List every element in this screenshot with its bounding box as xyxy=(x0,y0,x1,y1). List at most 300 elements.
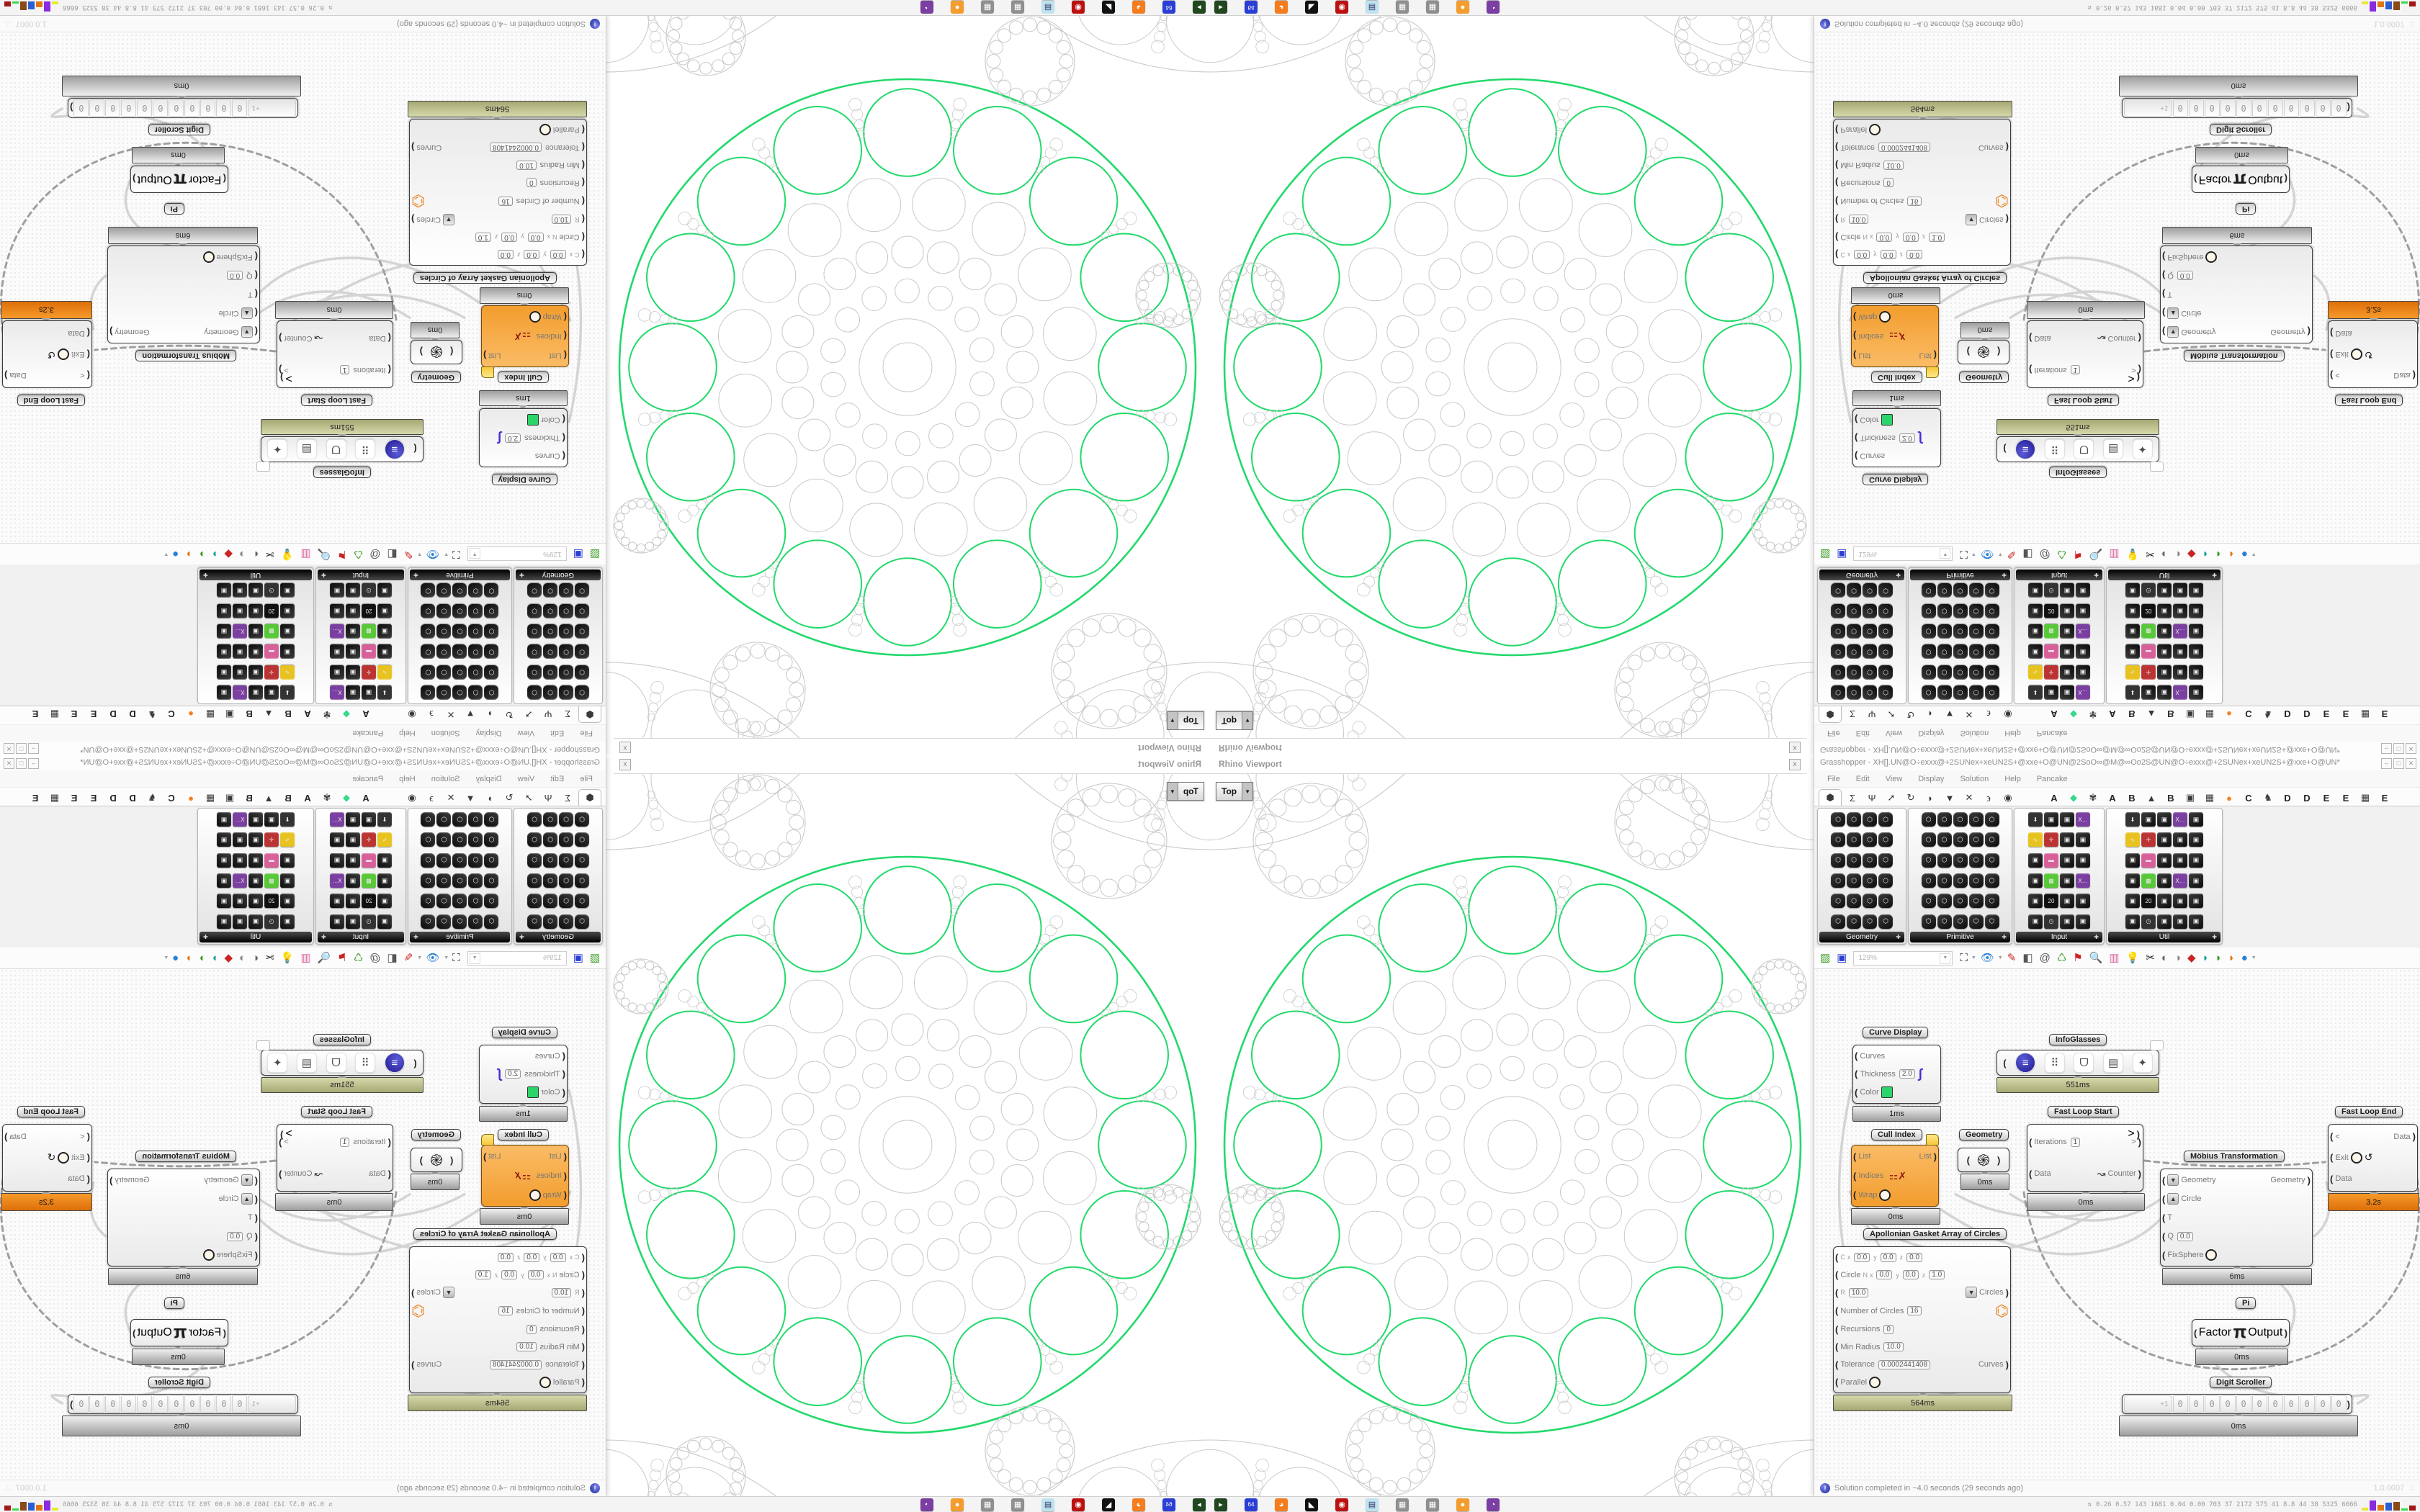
open-file-icon[interactable]: ▨ xyxy=(589,952,600,964)
component-icon[interactable]: ⬡ xyxy=(1937,894,1952,908)
tab-plugin-e2[interactable]: E xyxy=(71,708,78,720)
component-icon[interactable]: ⬇ xyxy=(377,812,392,827)
component-icon[interactable]: ▣ xyxy=(2076,644,2090,659)
menu-item-help[interactable]: Help xyxy=(399,774,416,783)
component-icon[interactable]: ⬡ xyxy=(1985,914,1999,929)
tab-vector[interactable]: ➚ xyxy=(1887,709,1896,720)
component-icon[interactable]: ◷ xyxy=(2141,583,2156,598)
tab-plugin-mountain[interactable]: ▲ xyxy=(264,792,274,804)
component-icon[interactable]: ▣ xyxy=(346,914,360,929)
component-icon[interactable]: ⬡ xyxy=(1847,665,1861,680)
chevron-down-icon[interactable]: ▼ xyxy=(1940,549,1950,559)
tab-plugin-bird[interactable]: ♞ xyxy=(148,709,156,720)
component-icon[interactable]: ⬡ xyxy=(453,685,467,700)
component-icon[interactable]: X… xyxy=(233,685,247,700)
component-label-infoglasses[interactable]: InfoGlasses xyxy=(2049,1034,2107,1045)
component-icon[interactable]: ⬡ xyxy=(469,624,483,639)
tab-plugin-e3[interactable]: E xyxy=(2381,792,2388,804)
component-icon[interactable]: ⬡ xyxy=(469,685,483,700)
tab-plugin-b[interactable]: B xyxy=(2128,708,2136,720)
sketch-icon[interactable]: ✎ xyxy=(403,952,413,964)
component-icon[interactable]: ⬇ xyxy=(377,685,392,700)
component-icon[interactable]: ▩ xyxy=(362,624,376,639)
component-icon[interactable]: X… xyxy=(233,812,247,827)
param-value[interactable]: 0.0 xyxy=(524,1253,539,1262)
digit-cell[interactable]: 0 xyxy=(2268,99,2283,117)
component-icon[interactable]: ◷ xyxy=(264,914,279,929)
component-icon[interactable]: ⬡ xyxy=(1969,812,1984,827)
tab-plugin-grid2[interactable]: ▦ xyxy=(50,792,60,803)
component-icon[interactable]: ⬡ xyxy=(453,853,467,868)
component-icon[interactable]: ▣ xyxy=(2189,894,2203,908)
component-icon[interactable]: ▣ xyxy=(2157,853,2172,868)
param-value[interactable]: 0.0 xyxy=(227,271,243,281)
component-icon[interactable]: ⬡ xyxy=(1937,624,1952,639)
component-pi[interactable] xyxy=(130,166,228,193)
component-icon[interactable]: ⬡ xyxy=(1878,644,1893,659)
digit-cell[interactable]: 0 xyxy=(2252,1395,2267,1413)
save-icon[interactable]: ▣ xyxy=(1837,548,1847,560)
component-icon[interactable]: ▣ xyxy=(217,812,231,827)
component-icon[interactable]: ▣ xyxy=(346,685,360,700)
component-fast_loop_start[interactable] xyxy=(2027,320,2143,388)
component-icon[interactable]: ⬡ xyxy=(1831,812,1845,827)
save-icon[interactable]: ▣ xyxy=(573,548,583,560)
component-icon[interactable]: ⬡ xyxy=(453,624,467,639)
component-icon[interactable]: ▣ xyxy=(330,644,344,659)
red-app-icon[interactable]: ◉ xyxy=(1335,1,1348,14)
component-label-mobius[interactable]: Möbius Transformation xyxy=(2184,350,2285,361)
component-icon[interactable]: ▬ xyxy=(2141,644,2156,659)
component-icon[interactable]: ⬡ xyxy=(1922,812,1936,827)
component-label-fast_loop_end[interactable]: Fast Loop End xyxy=(2335,1106,2403,1117)
param-value[interactable]: 0 xyxy=(526,1325,537,1334)
component-icon[interactable]: X… xyxy=(2173,873,2187,888)
component-icon[interactable]: ⬡ xyxy=(575,644,589,659)
digit-cell[interactable]: 0 xyxy=(200,99,215,117)
color-swatch[interactable] xyxy=(1881,1086,1893,1098)
tab-plugin-flower[interactable]: ✾ xyxy=(323,792,331,803)
component-icon[interactable]: ⬡ xyxy=(1969,583,1984,598)
component-icon[interactable]: ⬡ xyxy=(469,604,483,618)
component-icon[interactable]: ▣ xyxy=(280,604,295,618)
component-icon[interactable]: ⬡ xyxy=(1953,894,1968,908)
digit-cell[interactable]: 0 xyxy=(169,99,184,117)
red-app-icon[interactable]: ◉ xyxy=(1072,1498,1085,1511)
menu-item-pancake[interactable]: Pancake xyxy=(352,729,384,738)
component-icon[interactable]: ▣ xyxy=(280,624,295,639)
viewport-projection-dropdown[interactable] xyxy=(1167,782,1204,801)
component-icon[interactable]: ▣ xyxy=(2076,583,2090,598)
tab-display[interactable]: ◉ xyxy=(408,709,416,720)
component-icon[interactable]: ▣ xyxy=(2157,873,2172,888)
menu-item-pancake[interactable]: Pancake xyxy=(2036,774,2068,783)
component-icon[interactable]: ▣ xyxy=(217,624,231,639)
component-icon[interactable]: ◷ xyxy=(2044,914,2058,929)
palette-group-label[interactable]: Util ✚ xyxy=(200,570,312,580)
digit-cell[interactable]: 0 xyxy=(121,99,136,117)
component-icon[interactable]: ▣ xyxy=(2076,665,2090,680)
box-icon[interactable]: ▥ xyxy=(300,952,311,964)
floppy-icon[interactable]: 64 xyxy=(1162,1498,1175,1511)
ball-icon[interactable]: ● xyxy=(2241,548,2248,560)
component-icon[interactable]: ✛ xyxy=(2044,665,2058,680)
param-value[interactable]: 0.0 xyxy=(498,250,514,259)
component-icon[interactable]: ⬡ xyxy=(1847,832,1861,847)
tab-intersect[interactable]: ✕ xyxy=(1965,792,1973,803)
component-icon[interactable]: ⬡ xyxy=(1969,832,1984,847)
tab-plugin-e[interactable]: E xyxy=(90,792,97,804)
mouse-teal-icon[interactable]: ◗ xyxy=(211,952,218,964)
component-icon[interactable]: ⬡ xyxy=(421,894,436,908)
component-icon[interactable]: ⬇ xyxy=(2028,685,2043,700)
component-icon[interactable]: ⬡ xyxy=(469,644,483,659)
param-value[interactable]: 0.0 xyxy=(1881,250,1896,259)
component-icon[interactable]: ▣ xyxy=(346,812,360,827)
component-icon[interactable]: ⬡ xyxy=(1863,644,1877,659)
component-icon[interactable]: ⬡ xyxy=(1878,624,1893,639)
component-label-pi[interactable]: Pi xyxy=(2236,1297,2256,1309)
component-icon[interactable]: ⬡ xyxy=(1847,583,1861,598)
tab-plugin-grid2[interactable]: ▦ xyxy=(50,709,60,720)
component-icon[interactable]: ▣ xyxy=(2060,812,2074,827)
component-icon[interactable]: ▬ xyxy=(2044,853,2058,868)
component-geometry_param[interactable] xyxy=(411,340,462,364)
flag-icon[interactable]: ⚑ xyxy=(337,952,347,964)
component-icon[interactable]: ⬡ xyxy=(527,873,542,888)
component-label-apollonian[interactable]: Apollonian Gasket Array of Circles xyxy=(413,1228,557,1240)
param-value[interactable]: 0 xyxy=(1883,1325,1894,1334)
tab-curve[interactable]: ↻ xyxy=(505,792,514,803)
color-swatch[interactable] xyxy=(527,414,539,426)
component-icon[interactable]: 20 xyxy=(2044,604,2058,618)
component-icon[interactable]: 20 xyxy=(362,604,376,618)
digit-cell[interactable]: 0 xyxy=(137,99,152,117)
component-icon[interactable]: ⬡ xyxy=(1878,894,1893,908)
tab-sets[interactable]: Ψ xyxy=(544,792,552,804)
component-icon[interactable]: ⬡ xyxy=(575,873,589,888)
tab-surface[interactable]: ◗ xyxy=(1927,708,1933,720)
component-icon[interactable]: ⬡ xyxy=(1985,832,1999,847)
digit-cell[interactable]: 0 xyxy=(2205,99,2220,117)
component-icon[interactable]: ▣ xyxy=(2189,914,2203,929)
close-icon[interactable]: ✕ xyxy=(4,758,14,769)
component-icon[interactable]: X… xyxy=(330,624,344,639)
component-icon[interactable]: ⬡ xyxy=(1831,685,1845,700)
tab-plugin-a2[interactable]: A xyxy=(2109,708,2116,720)
component-icon[interactable]: ⬡ xyxy=(421,583,436,598)
component-icon[interactable]: ⬡ xyxy=(1969,873,1984,888)
component-fast_loop_end[interactable] xyxy=(2,1124,92,1192)
drawer-icon[interactable]: ▤ xyxy=(297,439,317,459)
tab-params[interactable]: ⬢ xyxy=(578,706,601,723)
component-icon[interactable]: ▣ xyxy=(280,914,295,929)
palette-group-label[interactable]: Primitive ✚ xyxy=(1910,570,2010,580)
floppy-icon[interactable]: 64 xyxy=(1245,1,1258,14)
maximize-icon[interactable]: □ xyxy=(16,743,27,754)
zoom-extents-icon[interactable]: ⛶ xyxy=(1960,548,1968,560)
component-icon[interactable]: ▩ xyxy=(2141,624,2156,639)
component-icon[interactable]: ▣ xyxy=(233,894,247,908)
sphere-icon[interactable]: ≡ xyxy=(2015,1053,2035,1073)
param-value[interactable]: 0.0 xyxy=(1854,1253,1870,1262)
component-label-infoglasses[interactable]: InfoGlasses xyxy=(2049,467,2107,478)
tab-vector[interactable]: ➚ xyxy=(524,709,533,720)
panel-icon[interactable]: ◧ xyxy=(2022,952,2033,964)
param-value[interactable]: 16 xyxy=(499,1306,513,1315)
box-icon[interactable]: ▥ xyxy=(300,548,311,560)
component-icon[interactable]: ⬡ xyxy=(1953,665,1968,680)
param-value[interactable]: 1 xyxy=(340,1138,350,1147)
component-icon[interactable]: ⬇ xyxy=(2125,812,2140,827)
boolean-toggle[interactable] xyxy=(1879,1189,1891,1201)
component-label-mobius[interactable]: Möbius Transformation xyxy=(2184,1151,2285,1162)
goggles-icon[interactable]: ᗜ xyxy=(326,1053,346,1073)
component-icon[interactable]: ⬡ xyxy=(1985,685,1999,700)
component-icon[interactable]: ▣ xyxy=(248,812,263,827)
digit-cell[interactable]: 0 xyxy=(73,99,89,117)
param-value[interactable]: 0.0002441408 xyxy=(1878,143,1930,152)
sphere-icon[interactable]: ≡ xyxy=(385,439,405,459)
component-icon[interactable]: ▣ xyxy=(2028,604,2043,618)
param-value[interactable]: 10.0 xyxy=(516,161,536,170)
param-value[interactable]: 0.0002441408 xyxy=(490,1360,542,1369)
param-value[interactable]: 2.0 xyxy=(505,1069,521,1079)
tab-plugin-a[interactable]: A xyxy=(2051,792,2058,804)
param-value[interactable]: 0.0 xyxy=(550,250,566,259)
bulb-icon[interactable]: 💡 xyxy=(2125,952,2140,964)
component-label-fast_loop_start[interactable]: Fast Loop Start xyxy=(2048,1106,2119,1117)
component-icon[interactable]: ▣ xyxy=(2173,583,2187,598)
boolean-toggle[interactable] xyxy=(2205,1249,2217,1261)
component-apollonian[interactable] xyxy=(409,119,587,266)
component-icon[interactable]: ⬡ xyxy=(1985,665,1999,680)
qr-icon-2[interactable]: ▦ xyxy=(1426,1,1439,14)
digit-cell[interactable]: 0 xyxy=(216,1395,231,1413)
component-icon[interactable]: ▣ xyxy=(233,604,247,618)
menu-item-solution[interactable]: Solution xyxy=(1960,774,1989,783)
color-swatch[interactable] xyxy=(527,1086,539,1098)
component-icon[interactable]: ⬡ xyxy=(437,873,452,888)
param-value[interactable]: 2.0 xyxy=(505,433,521,443)
component-icon[interactable]: ⬡ xyxy=(1831,873,1845,888)
palette-group-label[interactable]: Input ✚ xyxy=(2016,932,2102,942)
boolean-toggle[interactable] xyxy=(58,348,69,360)
component-icon[interactable]: ▣ xyxy=(2173,644,2187,659)
component-icon[interactable]: ⬡ xyxy=(485,832,499,847)
component-icon[interactable]: ⬡ xyxy=(1969,604,1984,618)
component-icon[interactable]: ⬡ xyxy=(559,624,573,639)
component-icon[interactable]: ∿ xyxy=(280,665,295,680)
component-icon[interactable]: ∿ xyxy=(2125,665,2140,680)
sketch-icon[interactable]: ✎ xyxy=(403,548,413,560)
wire-display-icon[interactable]: ◑ xyxy=(239,548,246,560)
tab-plugin-d[interactable]: D xyxy=(129,708,136,720)
preview-icon[interactable]: 👁 xyxy=(1980,548,1994,560)
component-icon[interactable]: ▣ xyxy=(346,894,360,908)
digit-cell[interactable]: 0 xyxy=(105,99,120,117)
component-icon[interactable]: ⬡ xyxy=(1922,853,1936,868)
component-label-digit_scroller[interactable]: Digit Scroller xyxy=(148,1377,210,1388)
param-value[interactable]: 0.0 xyxy=(501,1270,517,1279)
tab-plugin-b2[interactable]: B xyxy=(2167,792,2174,804)
boolean-toggle[interactable] xyxy=(1869,124,1881,135)
viewport-projection-dropdown[interactable] xyxy=(1216,711,1253,730)
tab-display[interactable]: ◉ xyxy=(2004,709,2012,720)
component-icon[interactable]: ⬡ xyxy=(1922,604,1936,618)
chevron-down-icon[interactable]: ▼ xyxy=(1242,783,1252,800)
component-icon[interactable]: X… xyxy=(2173,812,2187,827)
digit-cell[interactable]: 0 xyxy=(2300,1395,2315,1413)
param-value[interactable]: 16 xyxy=(499,197,513,206)
component-icon[interactable]: ▣ xyxy=(217,873,231,888)
zoom-level-box[interactable] xyxy=(467,547,567,562)
component-icon[interactable]: ⬡ xyxy=(1847,644,1861,659)
component-icon[interactable]: ▣ xyxy=(217,604,231,618)
component-icon[interactable]: ⬡ xyxy=(1863,685,1877,700)
component-icon[interactable]: ⬡ xyxy=(1922,665,1936,680)
tab-plugin-grid[interactable]: ▦ xyxy=(205,709,215,720)
component-icon[interactable]: ▣ xyxy=(2173,832,2187,847)
disable-icon[interactable]: ✂ xyxy=(265,548,274,560)
component-icon[interactable]: ▣ xyxy=(346,832,360,847)
digit-cell[interactable]: 0 xyxy=(2189,99,2204,117)
tab-plugin-a2[interactable]: A xyxy=(304,792,311,804)
component-icon[interactable]: ▣ xyxy=(377,604,392,618)
component-infoglasses[interactable] xyxy=(1996,436,2159,462)
component-icon[interactable]: ⬡ xyxy=(1937,832,1952,847)
gha-icon[interactable]: ♺ xyxy=(353,952,364,964)
component-icon[interactable]: ⬡ xyxy=(1878,583,1893,598)
grid-icon[interactable]: ⠿ xyxy=(355,439,375,459)
component-icon[interactable]: ⬡ xyxy=(437,914,452,929)
component-icon[interactable]: ⬡ xyxy=(1953,853,1968,868)
floppy-icon[interactable]: 64 xyxy=(1162,1,1175,14)
menu-item-edit[interactable]: Edit xyxy=(550,774,565,783)
component-icon[interactable]: ⬡ xyxy=(485,894,499,908)
component-icon[interactable]: ⬡ xyxy=(485,812,499,827)
component-icon[interactable]: ▣ xyxy=(362,685,376,700)
component-icon[interactable]: ⬡ xyxy=(421,853,436,868)
digit-cell[interactable]: 0 xyxy=(2205,1395,2220,1413)
tab-intersect[interactable]: ✕ xyxy=(1965,709,1973,720)
tab-plugin-b[interactable]: B xyxy=(2128,792,2136,804)
menu-item-pancake[interactable]: Pancake xyxy=(2036,729,2068,738)
component-icon[interactable]: ▣ xyxy=(2125,914,2140,929)
gimp-icon[interactable]: ◔ xyxy=(1487,1,1500,14)
component-icon[interactable]: ⬡ xyxy=(543,644,557,659)
component-icon[interactable]: X… xyxy=(233,624,247,639)
gh-canvas[interactable] xyxy=(0,969,605,1480)
preview-icon[interactable]: 👁 xyxy=(426,548,440,560)
component-icon[interactable]: ⬡ xyxy=(527,894,542,908)
component-icon[interactable]: ▣ xyxy=(280,644,295,659)
component-icon[interactable]: ⬡ xyxy=(1953,583,1968,598)
preview-icon[interactable]: 👁 xyxy=(426,952,440,964)
component-icon[interactable]: ⬡ xyxy=(1878,853,1893,868)
component-icon[interactable]: ▣ xyxy=(2189,624,2203,639)
chevron-down-icon[interactable]: ▼ xyxy=(1242,712,1252,729)
notes-icon[interactable]: ▤ xyxy=(1041,1498,1054,1511)
component-icon[interactable]: ▣ xyxy=(2189,685,2203,700)
component-icon[interactable]: ⬡ xyxy=(421,624,436,639)
component-icon[interactable]: ▣ xyxy=(377,853,392,868)
component-icon[interactable]: ⬡ xyxy=(469,853,483,868)
component-icon[interactable]: ▣ xyxy=(2157,832,2172,847)
tab-plugin-a2[interactable]: A xyxy=(304,708,311,720)
component-icon[interactable]: ▣ xyxy=(2189,604,2203,618)
component-icon[interactable]: ⬇ xyxy=(2125,685,2140,700)
maximize-icon[interactable]: □ xyxy=(2393,758,2404,769)
component-label-geometry_param[interactable]: Geometry xyxy=(1959,372,2009,383)
palette-group-label[interactable]: Primitive ✚ xyxy=(410,932,510,942)
menu-item-view[interactable]: View xyxy=(1885,729,1903,738)
component-icon[interactable]: ▬ xyxy=(264,853,279,868)
digit-cell[interactable]: 0 xyxy=(184,1395,200,1413)
firefox-icon-2[interactable]: ● xyxy=(951,1498,964,1511)
panel-icon[interactable]: ◧ xyxy=(2022,548,2033,560)
component-icon[interactable]: ⬡ xyxy=(421,604,436,618)
simplify-icon[interactable]: ▼ xyxy=(241,326,253,338)
maximize-icon[interactable]: □ xyxy=(2393,743,2404,754)
tab-curve[interactable]: ↻ xyxy=(505,709,514,720)
component-icon[interactable]: ⬡ xyxy=(1847,873,1861,888)
component-icon[interactable]: ⬡ xyxy=(469,832,483,847)
component-icon[interactable]: 20 xyxy=(362,894,376,908)
param-value[interactable]: 0.0 xyxy=(1876,233,1892,242)
component-icon[interactable]: ⬡ xyxy=(575,853,589,868)
goggles-icon[interactable]: ᗜ xyxy=(326,439,346,459)
tab-surface[interactable]: ◗ xyxy=(487,708,493,720)
vector-app-icon[interactable]: ◣ xyxy=(1305,1498,1318,1511)
component-icon[interactable]: X… xyxy=(2173,685,2187,700)
component-icon[interactable]: ∿ xyxy=(2028,832,2043,847)
menu-item-help[interactable]: Help xyxy=(2004,774,2021,783)
component-label-apollonian[interactable]: Apollonian Gasket Array of Circles xyxy=(1863,1228,2007,1240)
digit-cell[interactable]: 0 xyxy=(73,1395,89,1413)
resize-grip[interactable]: ∴ xyxy=(2410,20,2415,28)
mouse-teal-icon[interactable]: ◗ xyxy=(2202,548,2209,560)
tab-sets[interactable]: Ψ xyxy=(1868,792,1876,804)
component-icon[interactable]: ▣ xyxy=(2157,583,2172,598)
component-icon[interactable]: ⬡ xyxy=(1937,644,1952,659)
grasshopper-title-bar[interactable] xyxy=(1814,756,2420,771)
simplify-icon[interactable]: ▲ xyxy=(241,1193,253,1205)
grid-icon[interactable]: ⠿ xyxy=(355,1053,375,1073)
digit-cell[interactable]: 0 xyxy=(2252,99,2267,117)
component-icon[interactable]: ⬇ xyxy=(280,685,295,700)
mouse-orange-icon[interactable]: ◗ xyxy=(185,952,192,964)
tab-plugin-flower[interactable]: ✾ xyxy=(323,709,331,720)
component-icon[interactable]: ▣ xyxy=(217,644,231,659)
component-label-curve_display[interactable]: Curve Display xyxy=(492,474,557,485)
digit-cell[interactable]: 0 xyxy=(2331,99,2347,117)
component-label-cull_index[interactable]: Cull Index xyxy=(1871,1129,1922,1140)
component-icon[interactable]: ⬡ xyxy=(1922,644,1936,659)
component-icon[interactable]: ⬡ xyxy=(469,812,483,827)
component-icon[interactable]: ▣ xyxy=(217,665,231,680)
component-icon[interactable]: ⬡ xyxy=(453,873,467,888)
wire-display-icon[interactable]: ◑ xyxy=(239,952,246,964)
component-icon[interactable]: ▣ xyxy=(2157,894,2172,908)
component-icon[interactable]: ⬡ xyxy=(1937,604,1952,618)
component-icon[interactable]: ▣ xyxy=(2157,812,2172,827)
component-icon[interactable]: ⬡ xyxy=(469,665,483,680)
firefox-icon[interactable]: ◕ xyxy=(1275,1498,1288,1511)
component-icon[interactable]: ⬡ xyxy=(1953,914,1968,929)
component-icon[interactable]: ⬡ xyxy=(1937,685,1952,700)
component-icon[interactable]: ⬡ xyxy=(1985,583,1999,598)
